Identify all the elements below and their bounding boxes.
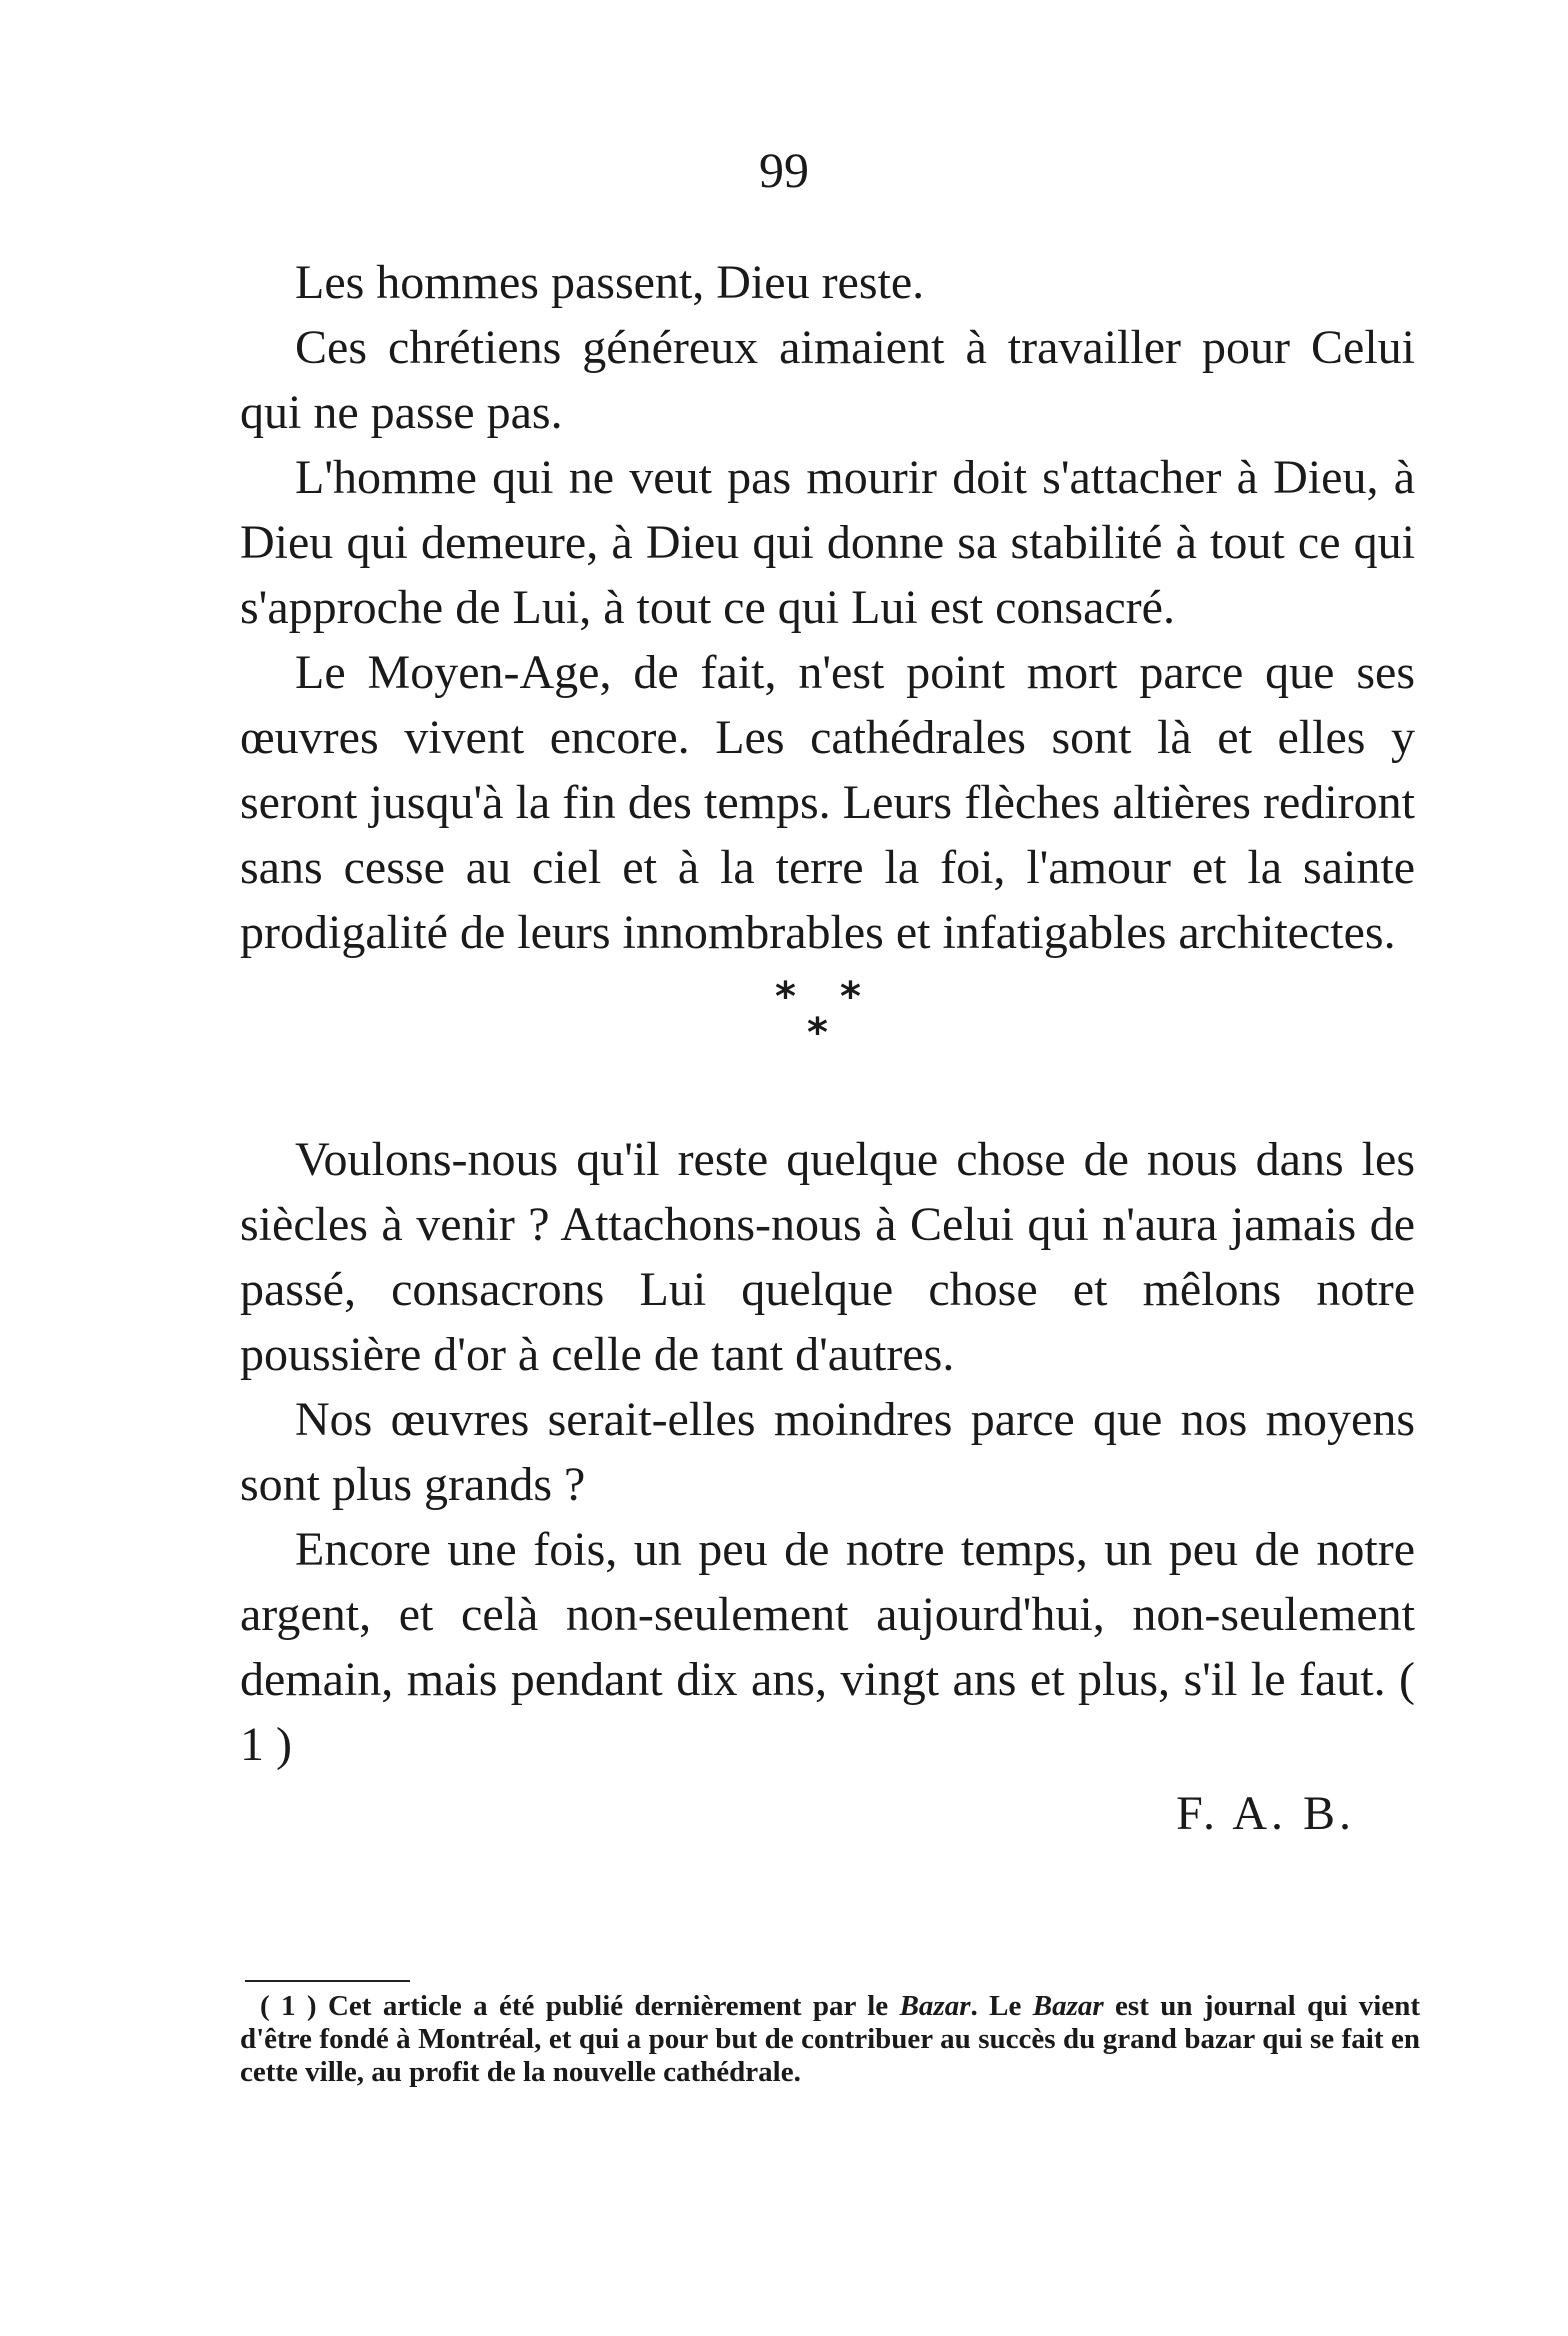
footnote xyxy=(240,1990,1420,2089)
asterism-divider xyxy=(240,974,1415,1127)
footnote-text-part: . Le xyxy=(970,1990,1022,2022)
paragraph: Voulons-nous qu'il reste quelque chose de nous dans les siècles à venir ? Attachons-nous à Celui qui n'aura jamais de passé, consacrons Lui quelque chose et mêlons notre poussière d'or à celle de tant d'autres. xyxy=(240,1133,1415,1381)
footnote-text-part: Cet article a été publié dernièrement par le xyxy=(327,1990,889,2022)
asterisk-icon: * xyxy=(775,974,796,1020)
footnote-text xyxy=(240,1990,1420,2089)
paragraph: Le Moyen-Age, de fait, n'est point mort parce que ses œuvres vivent encore. Les cathédrales sont là et elles y seront jusqu'à la fin des temps. Leurs flèches altières rediront sans cesse au ciel et à la terre la foi, l'amour et la sainte prodigalité de leurs innombrables et infatigables architectes. xyxy=(240,646,1415,959)
footnote-text-part: est un journal qui vient d'être fondé à Montréal, et qui a pour but de contribuer au succès du grand bazar qui se fait en cette ville, au profit de la nouvelle cathédrale. xyxy=(240,1990,1421,2088)
body-text xyxy=(240,250,1415,1846)
page-number: 99 xyxy=(759,142,809,198)
footnote-publication-name: Bazar xyxy=(899,1990,971,2022)
footnote-publication-name: Bazar xyxy=(1032,1990,1104,2022)
paragraph: Nos œuvres serait-elles moindres parce que nos moyens sont plus grands ? xyxy=(240,1393,1415,1511)
paragraph: Les hommes passent, Dieu reste. xyxy=(295,256,925,309)
footnote-divider xyxy=(245,1980,410,1982)
asterisk-icon: * xyxy=(807,1010,828,1056)
footnote-marker: ( 1 ) xyxy=(260,1990,317,2022)
asterisk-icon: * xyxy=(840,974,861,1020)
paragraph: L'homme qui ne veut pas mourir doit s'attacher à Dieu, à Dieu qui demeure, à Dieu qui donne sa stabilité à tout ce qui s'approche de Lui, à tout ce qui Lui est consacré. xyxy=(240,451,1415,634)
paragraph: Encore une fois, un peu de notre temps, un peu de notre argent, et celà non-seulement aujourd'hui, non-seulement demain, mais pendant dix ans, vingt ans et plus, s'il le faut. ( 1 ) xyxy=(240,1523,1415,1771)
signature: F. A. B. xyxy=(1176,1787,1355,1840)
paragraph: Ces chrétiens généreux aimaient à travailler pour Celui qui ne passe pas. xyxy=(240,321,1415,439)
